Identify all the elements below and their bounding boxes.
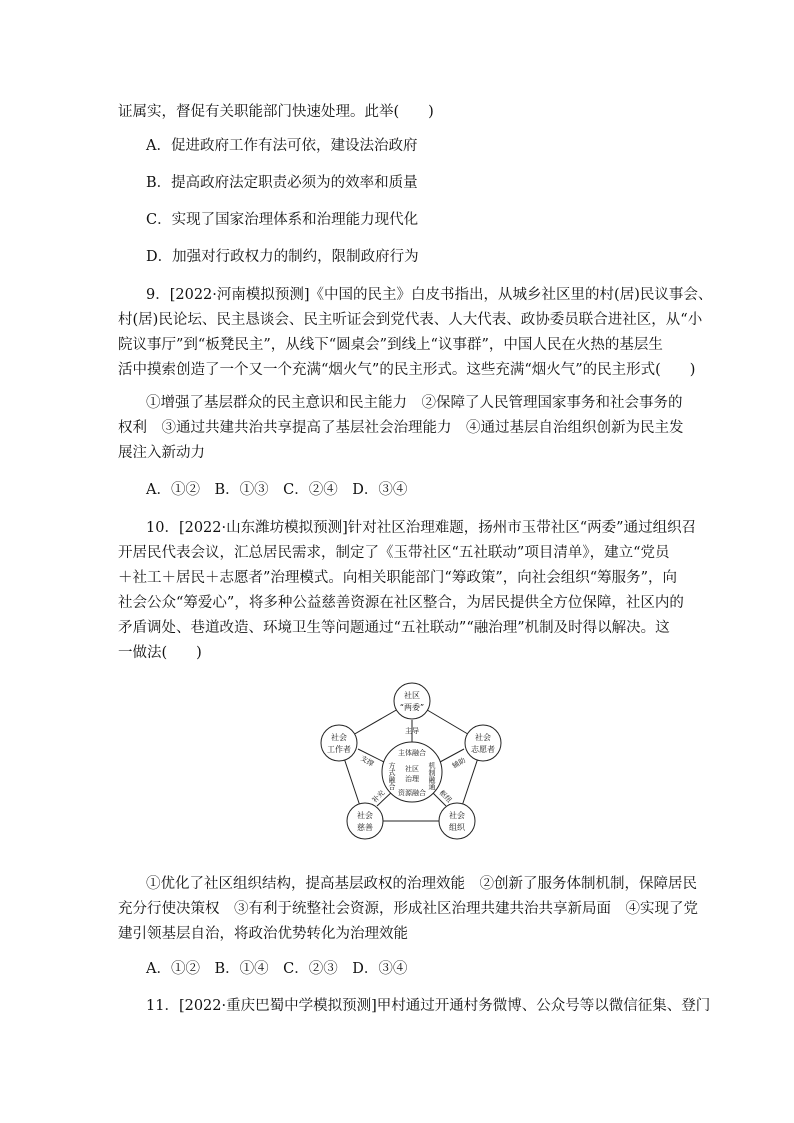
node-volunteers — [465, 725, 501, 761]
node-label-2b: 志愿者 — [471, 745, 495, 754]
q9-options: A．①② B．①③ C．②④ D．③④ — [146, 482, 408, 498]
q9-statements-line1: ①增强了基层群众的民主意识和民主能力 ②保障了人民管理国家事务和社会事务的 — [146, 395, 683, 411]
q9-stem-line3: 院议事厅”到“板凳民主”，从线下“圆桌会”到线上“议事群”，中国人民在火热的基层生 — [118, 337, 663, 353]
q10-stem-line1: 10．[2022·山东潍坊模拟预测]针对社区治理难题，扬州市玉带社区“两委”通过组织召 — [146, 520, 697, 536]
node-label-3a: 社会 — [449, 811, 465, 820]
q8-option-b: B．提高政府法定职责必须为的效率和质量 — [146, 175, 418, 191]
q9-stem-line1: 9．[2022·河南模拟预测]《中国的民主》白皮书指出，从城乡社区里的村(居)民议事会、 — [146, 287, 713, 303]
node-social-organizations — [439, 803, 475, 839]
edge-label-assist: 辅助 — [450, 756, 468, 771]
node-community-committees — [394, 683, 430, 719]
q11-stem-line1: 11．[2022·重庆巴蜀中学模拟预测]甲村通过开通村务微博、公众号等以微信征集、登门 — [146, 998, 711, 1014]
diagram-svg — [312, 680, 512, 845]
center-bottom-label: 资源融合 — [398, 789, 426, 797]
node-label-3b: 组织 — [449, 823, 465, 832]
q10-statements-line2: 充分行使决策权 ③有利于统整社会资源，形成社区治理共建共治共享新局面 ④实现了党 — [118, 901, 698, 917]
q10-statements-line1: ①优化了社区组织结构，提高基层政权的治理效能 ②创新了服务体制机制，保障居民 — [146, 876, 697, 892]
edge-label-supplement: 补充 — [370, 788, 387, 805]
node-label-1a: 社区 — [404, 691, 420, 700]
node-label-4a: 社会 — [357, 811, 373, 820]
center-mid-label-2: 治理 — [405, 775, 419, 783]
edge-label-support: 支撑 — [358, 754, 376, 769]
node-label-5b: 工作者 — [327, 745, 351, 754]
node-label-4b: 慈善 — [357, 823, 373, 832]
center-left-label: 方式融合 — [388, 762, 396, 790]
q10-stem-line6: 一做法( ) — [118, 645, 202, 661]
q9-statements-line2: 权利 ③通过共建共治共享提高了基层社会治理能力 ④通过基层自治组织创新为民主发 — [118, 420, 684, 436]
center-mid-label-1: 社区 — [405, 765, 419, 773]
edge-label-hub: 枢纽 — [437, 788, 454, 805]
node-social-charity — [347, 803, 383, 839]
q10-stem-line5: 矛盾调处、巷道改造、环境卫生等问题通过“五社联动”“融治理”机制及时得以解决。这 — [118, 620, 670, 636]
edge-label-lead: 主导 — [405, 727, 419, 735]
question-8-stem-end: 证属实，督促有关职能部门快速处理。此举( ) — [118, 104, 434, 120]
q9-statements-line3: 展注入新动力 — [118, 445, 205, 461]
q8-option-a: A．促进政府工作有法可依，建设法治政府 — [146, 138, 418, 154]
node-label-2a: 社会 — [475, 733, 491, 742]
q10-options: A．①② B．①④ C．②③ D．③④ — [146, 961, 408, 977]
q9-stem-line2: 村(居)民论坛、民主恳谈会、民主听证会到党代表、人大代表、政协委员联合进社区，从“小 — [118, 312, 703, 328]
q10-stem-line3: ＋社工＋居民＋志愿者”治理模式。向相关职能部门“筹政策”，向社会组织“筹服务”，向 — [118, 570, 678, 586]
q9-stem-line4: 活中摸索创造了一个又一个充满“烟火气”的民主形式。这些充满“烟火气”的民主形式( ) — [118, 362, 696, 378]
five-society-linkage-diagram — [312, 680, 512, 845]
node-social-workers — [321, 725, 357, 761]
q8-option-d: D．加强对行政权力的制约，限制政府行为 — [146, 249, 419, 265]
q8-option-c: C．实现了国家治理体系和治理能力现代化 — [146, 212, 419, 228]
center-top-label: 主体融合 — [398, 749, 426, 757]
q10-stem-line2: 开居民代表会议，汇总居民需求，制定了《玉带社区“五社联动”项目清单》，建立“党员 — [118, 545, 670, 561]
q10-statements-line3: 建引领基层自治，将政治优势转化为治理效能 — [118, 926, 408, 942]
center-right-label: 机制融通 — [428, 762, 436, 790]
node-label-5a: 社会 — [331, 733, 347, 742]
node-label-1b: “两委” — [399, 703, 425, 712]
q10-stem-line4: 社会公众“筹爱心”，将多种公益慈善资源在社区整合，为居民提供全方位保障，社区内的 — [118, 595, 684, 611]
